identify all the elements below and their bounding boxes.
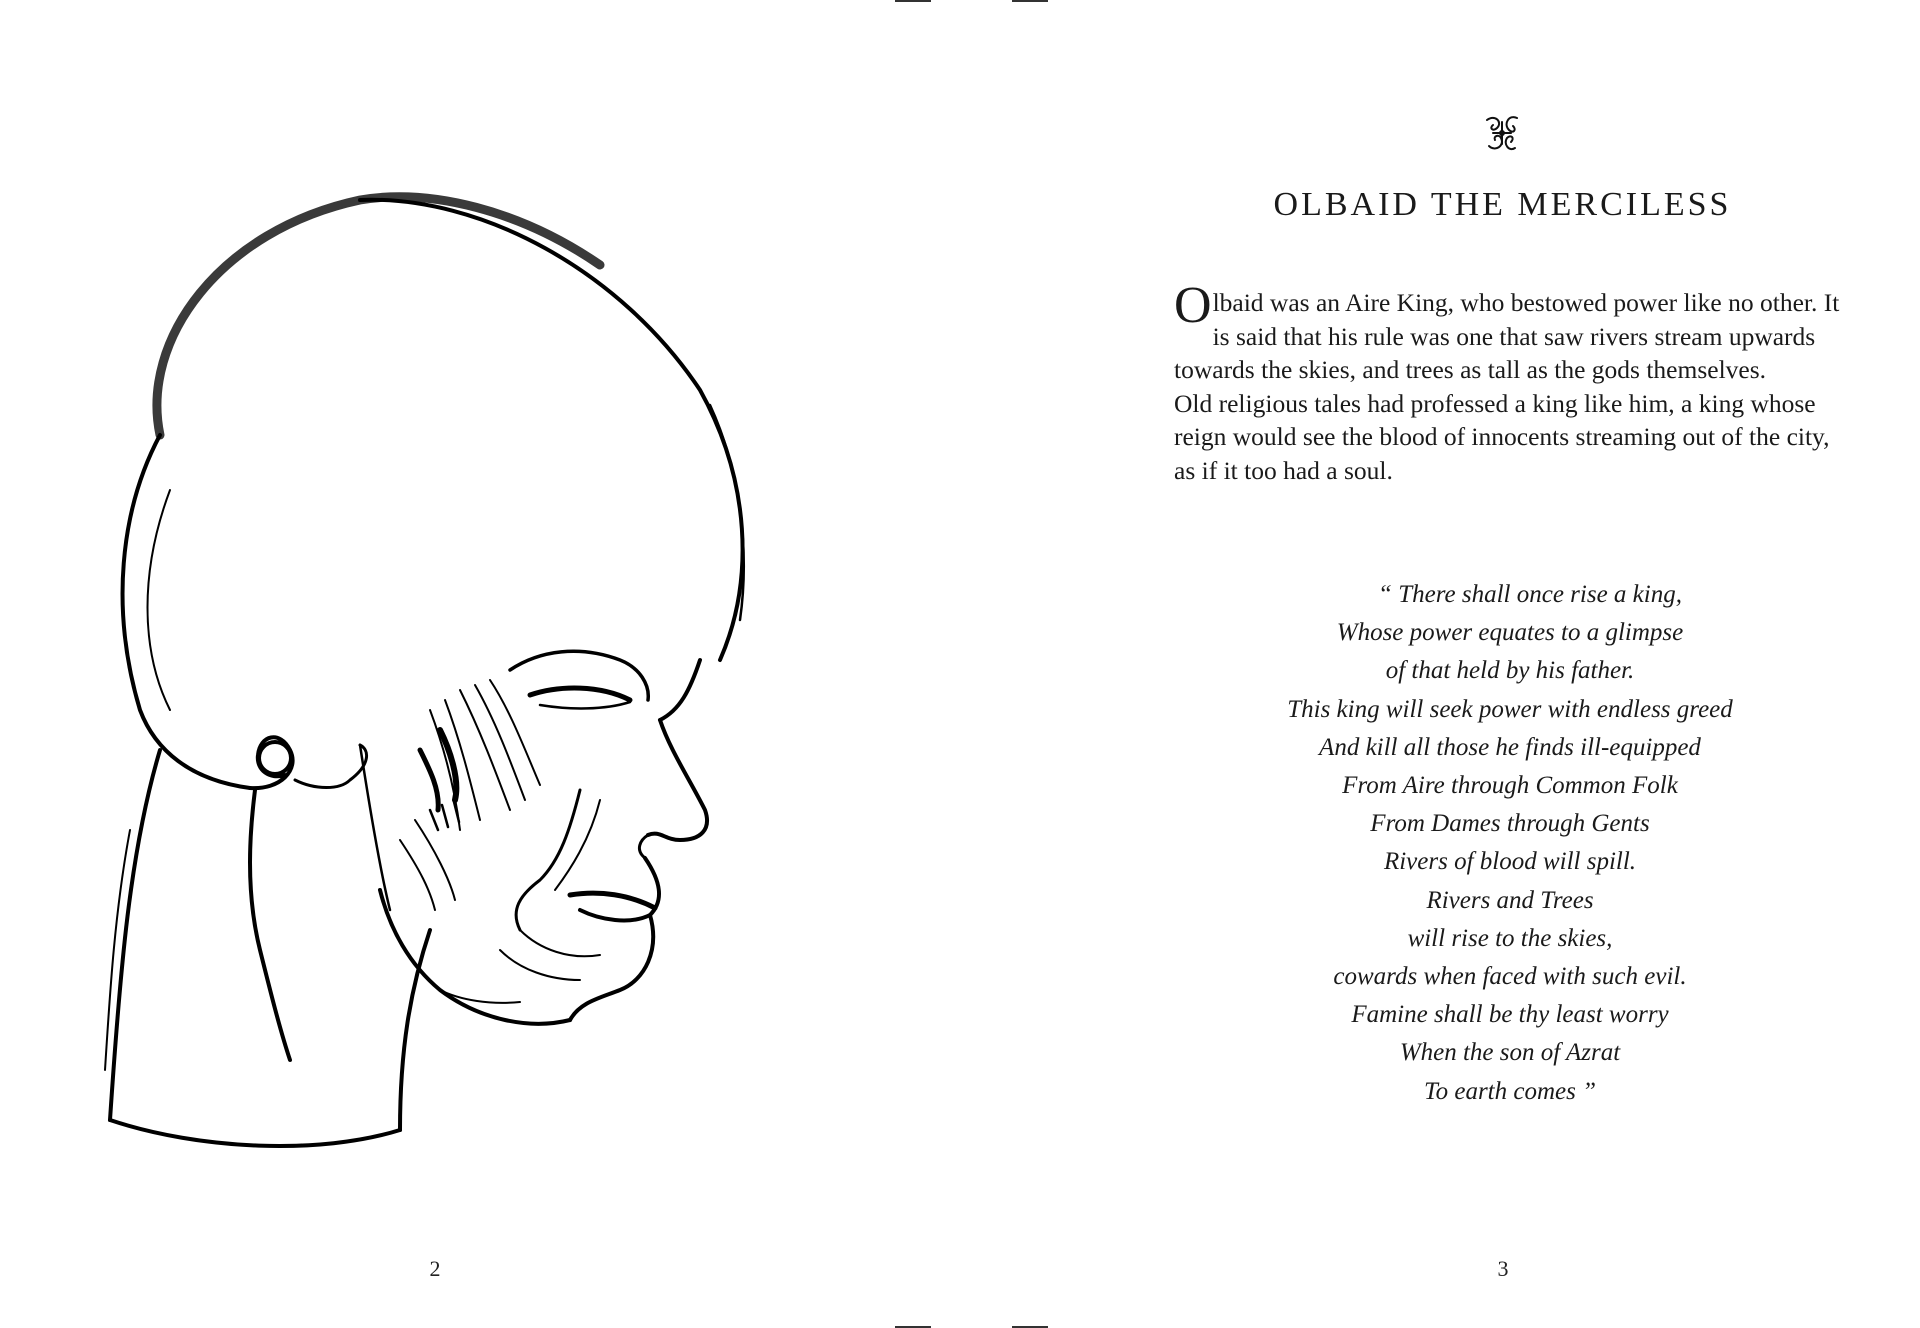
drop-cap: O	[1174, 277, 1212, 334]
poem-line: Famine shall be thy least worry	[1351, 1001, 1669, 1029]
body-text	[1174, 277, 1854, 487]
paragraph-2: Old religious tales had professed a king like him, a king whose reign would see the blood of innocents streaming out of the city, as if it too had a soul.	[1174, 388, 1830, 485]
poem-line: From Dames through Gents	[1370, 810, 1650, 838]
poem-line: Rivers and Trees	[1426, 886, 1594, 914]
poem-line: From Aire through Common Folk	[1342, 772, 1678, 800]
poem-line: of that held by his father.	[1385, 657, 1635, 685]
chapter-title: OLBAID THE MERCILESS	[1273, 186, 1732, 223]
paragraph-1	[1174, 277, 1854, 387]
poem-line: When the son of Azrat	[1399, 1039, 1621, 1067]
poem-line: “ There shall once rise a king,	[1378, 581, 1682, 608]
poem-line: will rise to the skies,	[1407, 924, 1613, 952]
poem-line: cowards when faced with such evil.	[1333, 963, 1687, 991]
poem-line: And kill all those he finds ill-equipped	[1319, 733, 1701, 761]
poem-line: This king will seek power with endless greed	[1287, 695, 1733, 723]
paragraph-1-text: lbaid was an Aire King, who bestowed power like no other. It is said that his rule was one that saw rivers stream upwards towards the skies, and trees as tall as the gods themselves.	[1174, 288, 1840, 384]
prophecy-poem	[1210, 576, 1810, 1111]
page-number-left: 2	[429, 1256, 441, 1281]
poem-line: Rivers of blood will spill.	[1383, 848, 1637, 876]
poem-line: To earth comes ”	[1423, 1077, 1596, 1105]
right-page	[960, 0, 1920, 1328]
portrait-illustration	[100, 190, 780, 1150]
poem-line: Whose power equates to a glimpse	[1336, 619, 1684, 647]
page-number-right: 3	[1497, 1256, 1509, 1281]
floral-ornament-icon	[1481, 112, 1523, 154]
